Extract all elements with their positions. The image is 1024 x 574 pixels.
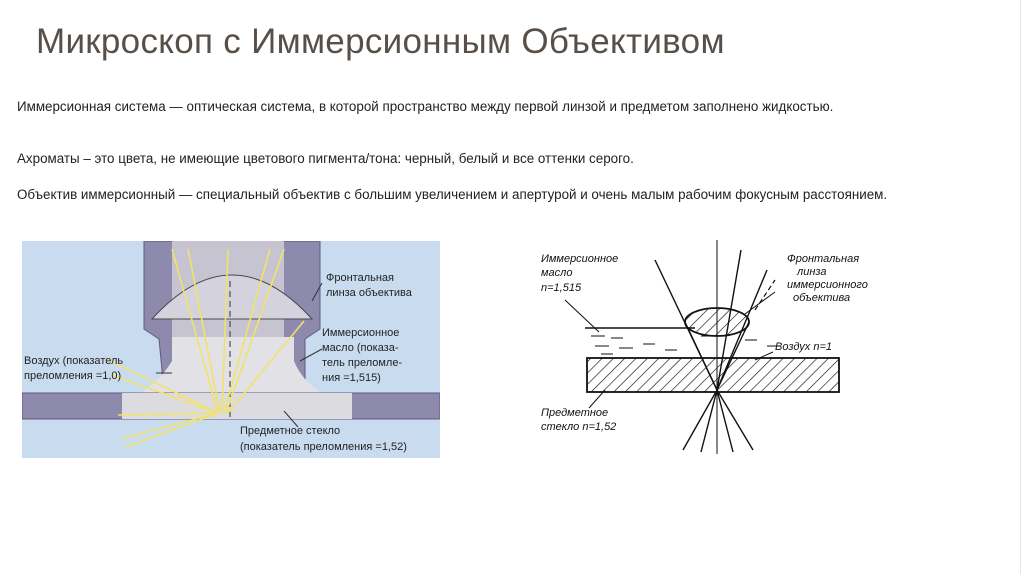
glass-slide-hatched [587,358,839,392]
slide-border [1020,0,1021,574]
sketch-label-air: Воздух n=1 [775,341,832,353]
label-oil-4: ния =1,515) [322,372,381,384]
sketch-label-oil-1: Иммерсионное [541,253,619,265]
sketch-diagram-svg [505,240,905,462]
paragraph-immersion-objective: Объектив иммерсионный — специальный объектив с большим увеличением и апертурой и очень малым рабочим фокусным расстоянием. [17,187,888,202]
rays [655,250,767,452]
paragraph-immersion-system: Иммерсионная система — оптическая система, в которой пространство между первой линзой и предметом заполнено жидкостью. [17,99,834,114]
sketch-label-glass-1: Предметное [541,407,609,419]
label-air-1: Воздух (показатель [24,355,124,367]
sketch-label-lens-4: объектива [793,292,851,304]
sketch-label-lens-2: линза [797,266,827,278]
sketch-label-oil-3: n=1,515 [541,282,582,294]
label-front-lens-2: линза объектива [326,287,412,299]
sketch-label-lens-3: иммерсионного [787,279,868,291]
label-glass-2: (показатель преломления =1,52) [240,441,407,453]
label-oil-1: Иммерсионное [322,327,400,339]
immersion-objective-sketch-diagram [505,240,905,462]
immersion-objective-color-diagram [22,241,440,458]
sketch-label-glass-2: стекло n=1,52 [541,421,617,433]
label-oil-3: тель преломле- [322,357,403,369]
label-oil-2: масло (показа- [322,342,399,354]
dashed-ray [755,280,775,310]
label-front-lens-1: Фронтальная [326,272,395,284]
slide-glass-center [122,393,352,419]
sketch-label-oil-2: масло [541,267,573,279]
color-diagram-svg [22,241,440,458]
paragraph-achromats: Ахроматы – это цвета, не имеющие цветового пигмента/тона: черный, белый и все оттенки серого. [17,151,634,166]
oil-dashes [591,336,779,354]
sketch-label-lens-1: Фронтальная [787,253,860,265]
label-glass-1: Предметное стекло [240,425,341,437]
label-air-2: преломления =1,0) [24,370,122,382]
slide-title: Микроскоп с Иммерсионным Объективом [36,22,725,61]
